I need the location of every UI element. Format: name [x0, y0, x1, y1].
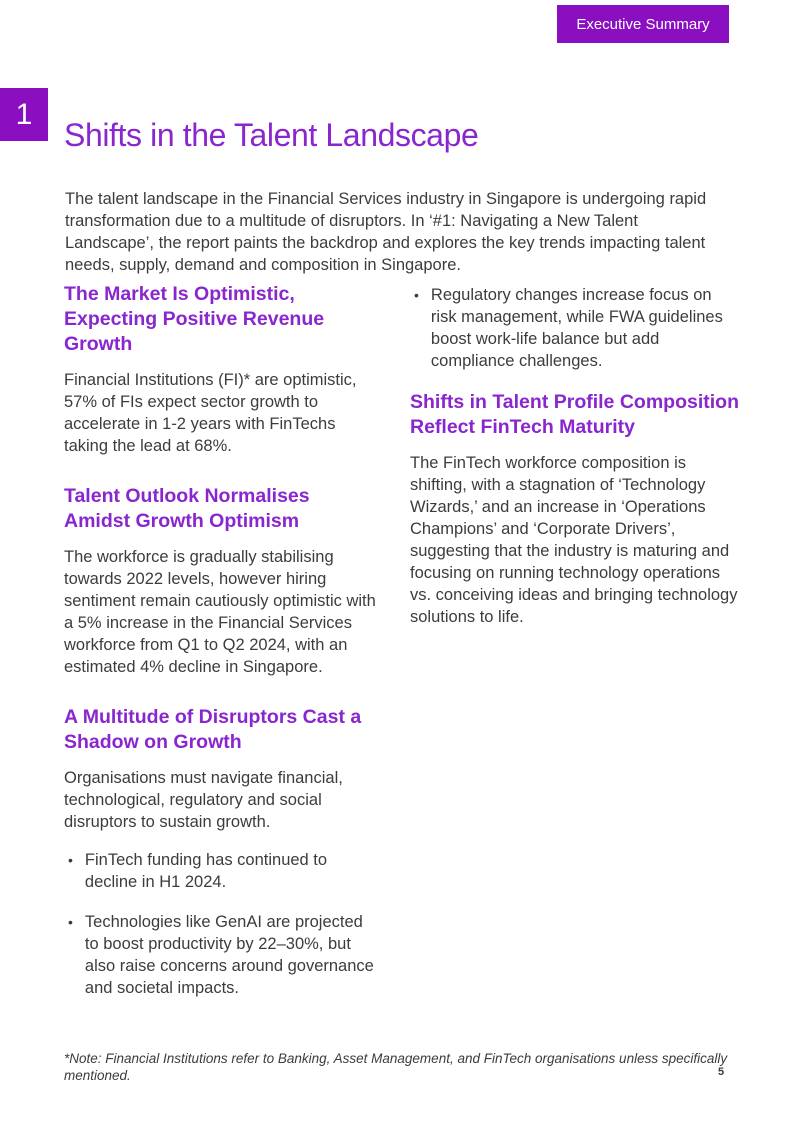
- bullet-item-genai: [64, 911, 380, 999]
- bullet-item-regulatory: [410, 284, 740, 372]
- section-body-talent-profile: The FinTech workforce composition is shifting, with a stagnation of ‘Technology Wizards,’ and an increase in ‘Operations Champions’ and ‘Corporate Drivers’, suggesting that the industry is maturing and focusing on running technology operations vs. conceiving ideas and bringing technology solutions to life.: [410, 454, 738, 626]
- right-column: [410, 282, 740, 1017]
- section-body-disruptors: Organisations must navigate financial, technological, regulatory and social disruptors to sustain growth.: [64, 769, 343, 831]
- bullet-text: FinTech funding has continued to decline in H1 2024.: [84, 851, 328, 891]
- executive-summary-badge: [557, 5, 729, 43]
- bullet-text: Regulatory changes increase focus on risk management, while FWA guidelines boost work-life balance but add compliance challenges.: [430, 286, 723, 370]
- footnote: *Note: Financial Institutions refer to Banking, Asset Management, and FinTech organisations unless specifically mentioned.: [64, 1050, 728, 1083]
- executive-summary-badge-label: Executive Summary: [576, 15, 710, 33]
- section-body-market-optimistic: Financial Institutions (FI)* are optimistic, 57% of FIs expect sector growth to accelerate in 1-2 years with FinTechs taking the lead at 68%.: [64, 371, 357, 455]
- section-heading-talent-profile: Shifts in Talent Profile Composition Reflect FinTech Maturity: [410, 391, 739, 438]
- bullet-dot-icon: •: [68, 914, 73, 930]
- bullet-text: Technologies like GenAI are projected to boost productivity by 22–30%, but also raise concerns around governance and societal impacts.: [84, 913, 374, 997]
- bullet-dot-icon: •: [68, 852, 73, 868]
- regulatory-bullet-list: [410, 284, 740, 372]
- section-number-box: [0, 88, 48, 141]
- bullet-dot-icon: •: [414, 287, 419, 303]
- section-heading-market-optimistic: The Market Is Optimistic, Expecting Positive Revenue Growth: [64, 283, 325, 355]
- page-title: Shifts in the Talent Landscape: [64, 117, 479, 154]
- section-number: 1: [15, 97, 33, 131]
- left-column: [64, 282, 380, 1017]
- page-number: 5: [718, 1066, 725, 1078]
- content-columns: [64, 282, 740, 1017]
- section-heading-disruptors: A Multitude of Disruptors Cast a Shadow on Growth: [64, 706, 362, 753]
- section-heading-talent-outlook: Talent Outlook Normalises Amidst Growth Optimism: [64, 485, 310, 532]
- disruptors-bullet-list: [64, 849, 380, 999]
- section-body-talent-outlook: The workforce is gradually stabilising towards 2022 levels, however hiring sentiment remain cautiously optimistic with a 5% increase in the Financial Services workforce from Q1 to Q2 2024, with an estimated 4% decline in Singapore.: [64, 548, 376, 676]
- bullet-item-fintech-funding: [64, 849, 380, 893]
- intro-paragraph: The talent landscape in the Financial Services industry in Singapore is undergoing rapid transformation due to a multitude of disruptors. In ‘#1: Navigating a New Talent Landscape’, the report paints the backdrop and explores the key trends impacting talent needs, supply, demand and composition in Singapore.: [65, 189, 707, 274]
